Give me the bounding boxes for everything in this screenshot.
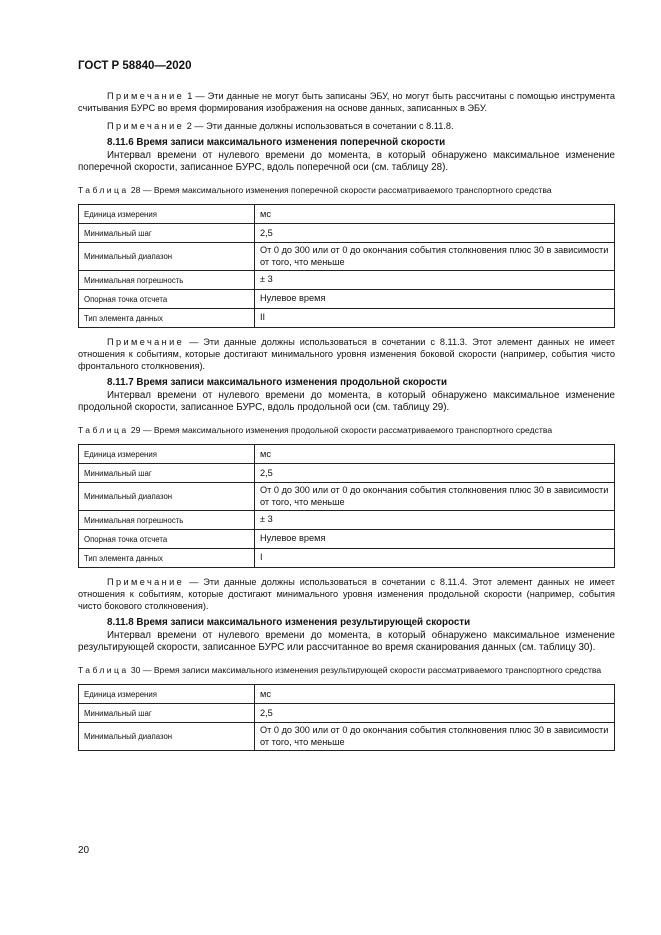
table-key: Минимальный диапазон	[79, 483, 255, 511]
note-text: — Эти данные должны использоваться в сочетании с 8.11.3. Этот элемент данных не имеет отношения к событиям, которые достигают минимального уровня изменения боковой скорости (например, события чисто фронтального столкновения).	[78, 337, 615, 372]
table-row	[79, 685, 615, 704]
table-row	[79, 704, 615, 723]
document-id: ГОСТ Р 58840—2020	[78, 60, 192, 72]
table-row	[79, 549, 615, 568]
table-key: Минимальный шаг	[79, 224, 255, 243]
table-value: мс	[255, 685, 615, 704]
table-key: Минимальный шаг	[79, 464, 255, 483]
table-28-caption	[78, 185, 615, 197]
caption-text: 28 — Время максимального изменения поперечной скорости рассматриваемого транспортного средства	[128, 184, 552, 195]
note-2	[78, 120, 615, 132]
note-1	[78, 90, 615, 114]
caption-text: 30 — Время записи максимального изменения результирующей скорости рассматриваемого транспортного средства	[128, 664, 602, 675]
caption-label: Таблица	[78, 184, 129, 195]
table-28	[78, 204, 615, 328]
note-label: Примечание	[107, 91, 185, 101]
table-value: II	[255, 309, 615, 328]
table-row	[79, 464, 615, 483]
table-row	[79, 290, 615, 309]
note-label: Примечание	[107, 337, 185, 348]
table-key: Минимальная погрешность	[79, 511, 255, 530]
table-row	[79, 511, 615, 530]
table-value: 2,5	[255, 464, 615, 483]
table-row	[79, 723, 615, 751]
table-row	[79, 445, 615, 464]
table-row	[79, 483, 615, 511]
table-29-note	[78, 576, 615, 612]
table-30-caption	[78, 665, 615, 677]
note-label: Примечание	[107, 121, 185, 131]
table-value: 2,5	[255, 704, 615, 723]
table-key: Тип элемента данных	[79, 309, 255, 328]
table-key: Единица измерения	[79, 445, 255, 464]
table-29-caption	[78, 425, 615, 437]
table-value: От 0 до 300 или от 0 до окончания события столкновения плюс 30 в зависимости от того, что меньше	[255, 243, 615, 271]
table-row	[79, 309, 615, 328]
table-key: Единица измерения	[79, 205, 255, 224]
table-value: мс	[255, 445, 615, 464]
table-key: Минимальная погрешность	[79, 271, 255, 290]
page-number: 20	[78, 845, 90, 856]
table-key: Опорная точка отсчета	[79, 530, 255, 549]
section-heading-8-11-6: 8.11.6 Время записи максимального изменения поперечной скорости	[107, 137, 446, 148]
table-row	[79, 271, 615, 290]
caption-text: 29 — Время максимального изменения продольной скорости рассматриваемого транспортного средства	[128, 424, 553, 435]
table-value: I	[255, 549, 615, 568]
table-28-note	[78, 336, 615, 372]
table-value: От 0 до 300 или от 0 до окончания события столкновения плюс 30 в зависимости от того, что меньше	[255, 723, 615, 751]
table-value: Нулевое время	[255, 530, 615, 549]
note-label: Примечание	[107, 577, 185, 588]
caption-label: Таблица	[78, 664, 129, 675]
table-key: Опорная точка отсчета	[79, 290, 255, 309]
note-text: 2 — Эти данные должны использоваться в сочетании с 8.11.8.	[184, 121, 454, 131]
section-text-8-11-8: Интервал времени от нулевого времени до момента, в который обнаружено максимальное изменение результирующей скорости, записанное БУРС или рассчитанное во время сканирования данных (см. таблицу 30).	[78, 629, 615, 654]
note-text: — Эти данные должны использоваться в сочетании с 8.11.4. Этот элемент данных не имеет отношения к событиям, которые достигают минимального уровня изменения продольной скорости (например, события чисто бокового столкновения).	[78, 577, 615, 612]
section-heading-8-11-8: 8.11.8 Время записи максимального изменения результирующей скорости	[107, 617, 471, 629]
table-value: 2,5	[255, 224, 615, 243]
table-value: От 0 до 300 или от 0 до окончания события столкновения плюс 30 в зависимости от того, что меньше	[255, 483, 615, 511]
table-row	[79, 530, 615, 549]
table-row	[79, 205, 615, 224]
table-value: ± 3	[255, 271, 615, 290]
table-key: Тип элемента данных	[79, 549, 255, 568]
section-heading-8-11-7: 8.11.7 Время записи максимального изменения продольной скорости	[107, 377, 448, 389]
section-text-8-11-7: Интервал времени от нулевого времени до момента, в который обнаружено максимальное изменение продольной скорости, записанное БУРС, вдоль продольной оси (см. таблицу 29).	[78, 389, 615, 414]
table-value: Нулевое время	[255, 290, 615, 309]
caption-label: Таблица	[78, 424, 129, 435]
section-text-8-11-6: Интервал времени от нулевого времени до момента, в который обнаружено максимальное изменение поперечной скорости, записанное БУРС, вдоль поперечной оси (см. таблицу 28).	[78, 149, 615, 174]
table-row	[79, 224, 615, 243]
table-value: ± 3	[255, 511, 615, 530]
table-key: Минимальный диапазон	[79, 243, 255, 271]
table-value: мс	[255, 205, 615, 224]
note-text: 1 — Эти данные не могут быть записаны ЭБУ, но могут быть рассчитаны с помощью инструмента считывания БУРС во время формирования изображения на основе данных, записанных в ЭБУ.	[78, 91, 615, 113]
table-key: Единица измерения	[79, 685, 255, 704]
table-29	[78, 444, 615, 568]
table-row	[79, 243, 615, 271]
page-content	[78, 90, 615, 751]
table-30	[78, 684, 615, 751]
table-key: Минимальный диапазон	[79, 723, 255, 751]
table-key: Минимальный шаг	[79, 704, 255, 723]
